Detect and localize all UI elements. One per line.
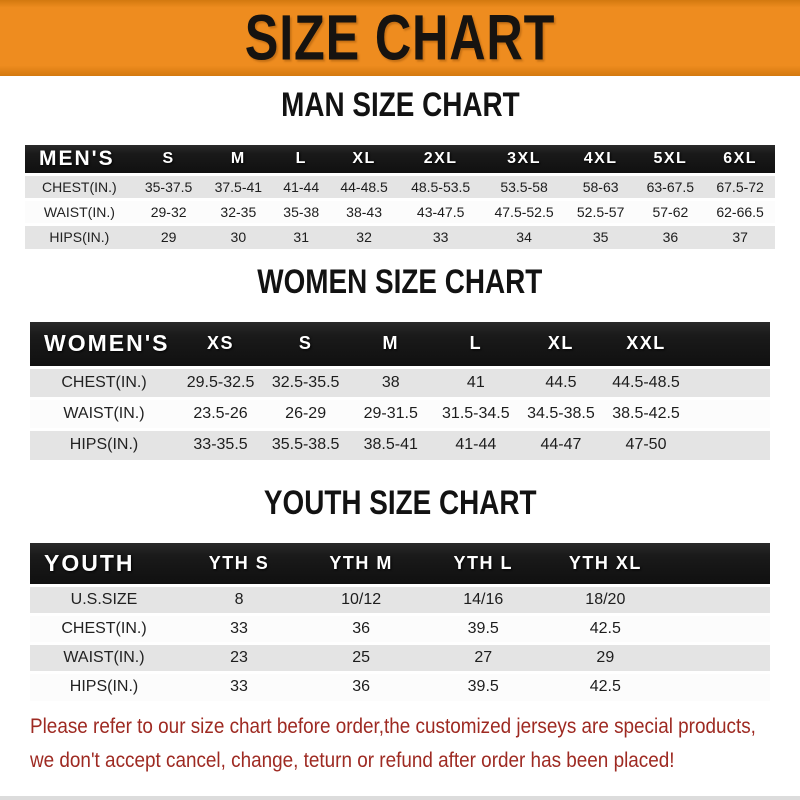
size-cell: 34.5-38.5 — [527, 404, 595, 422]
men-section-heading — [0, 88, 800, 129]
size-cell: 27 — [474, 648, 493, 666]
table-row — [30, 398, 770, 429]
size-cell: 41-44 — [455, 436, 497, 454]
table-header-row — [25, 145, 775, 174]
disclaimer-line-1: Please refer to our size chart before order,the customized jerseys are special products, — [30, 715, 756, 738]
size-cell: 26-29 — [285, 404, 327, 422]
size-cell: 29.5-32.5 — [186, 373, 255, 391]
row-spacer — [666, 672, 770, 701]
size-column-header: M — [348, 322, 433, 367]
women-section-heading — [0, 265, 800, 306]
men-size-table — [25, 145, 775, 249]
size-column-header: YTH L — [422, 543, 544, 585]
size-cell: 35.5-38.5 — [271, 436, 340, 454]
table-row — [25, 224, 775, 249]
size-column-header: XXL — [603, 322, 688, 367]
size-cell: 32-35 — [220, 203, 257, 220]
size-column-header: YTH XL — [544, 543, 666, 585]
table-row — [25, 174, 775, 199]
size-cell: 37.5-41 — [214, 178, 263, 195]
size-column-header: 4XL — [566, 145, 636, 174]
row-label: HIPS(IN.) — [49, 229, 110, 246]
size-column-header: XL — [518, 322, 603, 367]
women-heading-text: WOMEN SIZE CHART — [257, 263, 543, 301]
size-cell: 8 — [234, 590, 244, 608]
page-title: SIZE CHART — [244, 2, 556, 74]
size-cell: 35 — [592, 229, 609, 246]
table-row — [30, 585, 770, 614]
size-column-header: YTH S — [178, 543, 300, 585]
size-cell: 47-50 — [625, 436, 667, 454]
size-cell: 44-47 — [540, 436, 582, 454]
youth-section-heading — [0, 486, 800, 527]
size-cell: 44-48.5 — [340, 178, 388, 195]
size-cell: 42.5 — [589, 678, 621, 696]
size-cell: 38-43 — [346, 203, 382, 220]
row-label: HIPS(IN.) — [69, 436, 139, 454]
size-column-header: 6XL — [705, 145, 775, 174]
size-column-header: XS — [178, 322, 263, 367]
size-cell: 30 — [230, 229, 247, 246]
row-spacer — [666, 643, 770, 672]
table-row — [30, 643, 770, 672]
size-cell: 36 — [662, 229, 679, 246]
table-row — [25, 199, 775, 224]
size-cell: 33-35.5 — [193, 436, 248, 454]
row-label: CHEST(IN.) — [61, 619, 147, 637]
size-cell: 36 — [352, 619, 371, 637]
size-cell: 23.5-26 — [193, 404, 248, 422]
table-row — [30, 429, 770, 460]
size-cell: 39.5 — [467, 619, 499, 637]
size-cell: 35-38 — [283, 203, 320, 220]
row-label: U.S.SIZE — [70, 590, 138, 608]
size-column-header: S — [263, 322, 348, 367]
youth-heading-text: YOUTH SIZE CHART — [263, 484, 537, 522]
size-cell: 62-66.5 — [716, 203, 764, 220]
size-cell: 32.5-35.5 — [271, 373, 340, 391]
table-header-row — [30, 322, 770, 367]
row-spacer — [689, 398, 770, 429]
row-label: CHEST(IN.) — [42, 178, 117, 195]
size-cell: 41 — [466, 373, 485, 391]
men-heading-text: MAN SIZE CHART — [280, 86, 520, 124]
table-corner-label: MEN'S — [25, 145, 134, 174]
size-cell: 48.5-53.5 — [411, 178, 471, 195]
size-cell: 38.5-41 — [363, 436, 418, 454]
size-column-header: 3XL — [482, 145, 565, 174]
row-spacer — [689, 367, 770, 398]
size-cell: 34 — [516, 229, 532, 246]
men-size-table-wrap — [25, 145, 775, 249]
size-cell: 38 — [381, 373, 400, 391]
table-corner-label: WOMEN'S — [30, 322, 178, 367]
size-column-header: S — [134, 145, 204, 174]
row-spacer — [666, 585, 770, 614]
size-cell: 44.5-48.5 — [612, 373, 680, 391]
size-cell: 31 — [293, 229, 309, 246]
size-column-header: YTH M — [300, 543, 422, 585]
size-cell: 23 — [230, 648, 248, 666]
row-label: WAIST(IN.) — [63, 648, 145, 666]
bottom-edge-strip — [0, 796, 800, 800]
size-cell: 18/20 — [585, 590, 626, 608]
women-size-table-wrap — [30, 322, 770, 460]
header-spacer — [666, 543, 770, 585]
size-cell: 14/16 — [463, 590, 504, 608]
table-row — [30, 614, 770, 643]
size-cell: 31.5-34.5 — [442, 404, 510, 422]
row-label: WAIST(IN.) — [63, 404, 145, 422]
size-cell: 63-67.5 — [646, 178, 695, 195]
size-cell: 53.5-58 — [500, 178, 548, 195]
size-cell: 47.5-52.5 — [494, 203, 554, 220]
size-column-header: M — [203, 145, 273, 174]
table-row — [30, 367, 770, 398]
size-cell: 38.5-42.5 — [612, 404, 680, 422]
row-label: CHEST(IN.) — [61, 373, 147, 391]
size-cell: 36 — [352, 678, 371, 696]
size-cell: 32 — [356, 229, 372, 246]
header-spacer — [689, 322, 770, 367]
size-cell: 35-37.5 — [144, 178, 193, 195]
row-label: HIPS(IN.) — [69, 678, 139, 696]
women-size-table — [30, 322, 770, 460]
size-cell: 44.5 — [545, 373, 577, 391]
row-label: WAIST(IN.) — [43, 203, 115, 220]
table-corner-label: YOUTH — [30, 543, 178, 585]
size-cell: 67.5-72 — [716, 178, 764, 195]
size-chart-banner — [0, 0, 800, 76]
table-row — [30, 672, 770, 701]
size-column-header: L — [273, 145, 329, 174]
youth-size-table — [30, 543, 770, 701]
size-cell: 52.5-57 — [576, 203, 625, 220]
youth-size-table-wrap — [30, 543, 770, 701]
size-column-header: 5XL — [636, 145, 706, 174]
size-column-header: L — [433, 322, 518, 367]
size-cell: 29-32 — [150, 203, 187, 220]
size-cell: 37 — [732, 229, 748, 246]
disclaimer — [30, 711, 800, 779]
size-cell: 39.5 — [467, 678, 499, 696]
size-cell: 33 — [230, 678, 248, 696]
size-cell: 57-62 — [652, 203, 689, 220]
size-cell: 25 — [352, 648, 371, 666]
size-cell: 29 — [160, 229, 177, 246]
size-cell: 58-63 — [582, 178, 619, 195]
row-spacer — [666, 614, 770, 643]
size-cell: 42.5 — [589, 619, 621, 637]
size-cell: 43-47.5 — [416, 203, 465, 220]
size-cell: 41-44 — [283, 178, 320, 195]
disclaimer-line-2: we don't accept cancel, change, teturn or refund after order has been placed! — [30, 749, 675, 772]
size-column-header: XL — [329, 145, 399, 174]
row-spacer — [689, 429, 770, 460]
size-column-header: 2XL — [399, 145, 482, 174]
table-header-row — [30, 543, 770, 585]
size-cell: 10/12 — [341, 590, 382, 608]
size-cell: 33 — [432, 229, 449, 246]
size-cell: 29 — [596, 648, 615, 666]
size-cell: 33 — [230, 619, 248, 637]
size-cell: 29-31.5 — [363, 404, 418, 422]
